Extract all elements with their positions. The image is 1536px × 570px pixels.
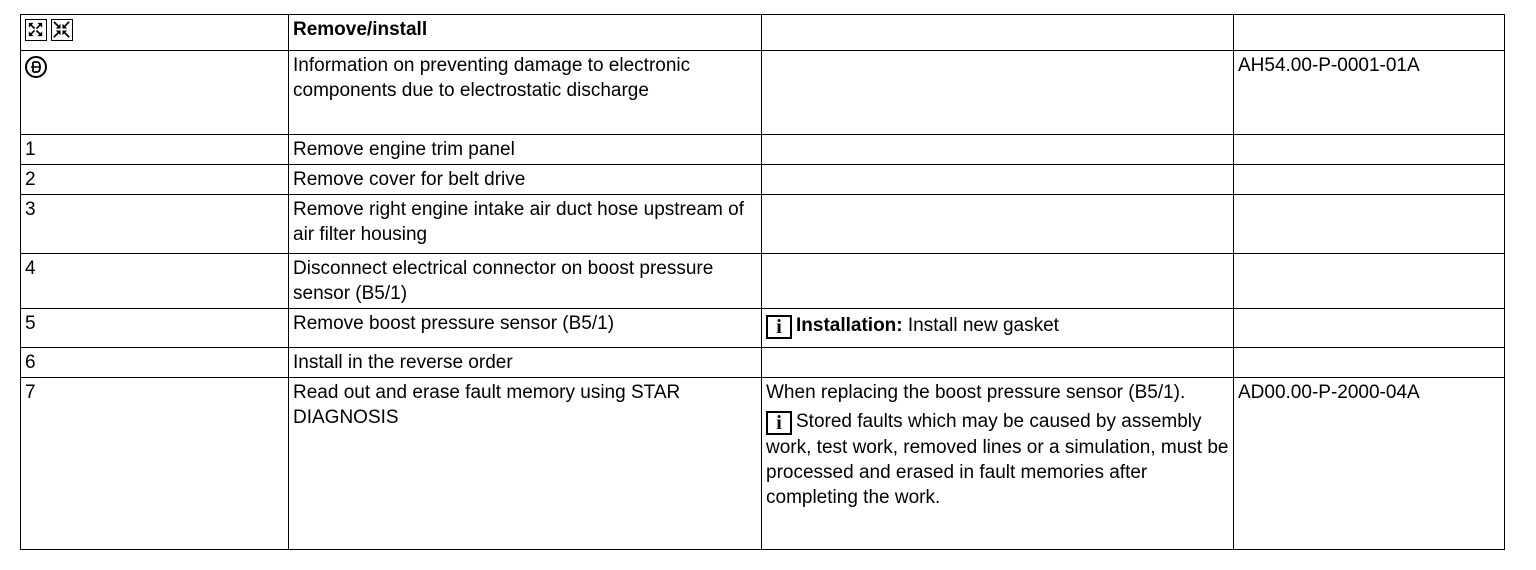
reference-link[interactable]: AH54.00-P-0001-01A <box>1234 51 1505 135</box>
collapse-icon[interactable] <box>51 19 73 41</box>
table-row <box>21 165 1505 195</box>
info-icon: i <box>766 411 792 435</box>
action-cell: Read out and erase fault memory using STAR DIAGNOSIS <box>289 378 762 550</box>
step-cell: 3 <box>21 195 289 254</box>
note-cell <box>762 378 1234 550</box>
header-icons-cell <box>21 15 289 51</box>
step-cell: 7 <box>21 378 289 550</box>
table-row <box>21 254 1505 309</box>
expand-icon[interactable] <box>25 19 47 41</box>
note-cell <box>762 254 1234 309</box>
note-cell <box>762 195 1234 254</box>
action-cell: Remove engine trim panel <box>289 135 762 165</box>
note-cell <box>762 165 1234 195</box>
step-cell: 6 <box>21 348 289 378</box>
note-cell <box>762 51 1234 135</box>
action-cell: Disconnect electrical connector on boost pressure sensor (B5/1) <box>289 254 762 309</box>
action-cell: Remove cover for belt drive <box>289 165 762 195</box>
table-row <box>21 135 1505 165</box>
table-row <box>21 195 1505 254</box>
header-empty-cell <box>1234 15 1505 51</box>
step-cell: 5 <box>21 309 289 348</box>
table-row <box>21 309 1505 348</box>
note-cell <box>762 309 1234 348</box>
step-cell: 2 <box>21 165 289 195</box>
procedure-table <box>20 14 1505 550</box>
reference-cell <box>1234 165 1505 195</box>
header-empty-cell <box>762 15 1234 51</box>
header-title: Remove/install <box>289 15 762 51</box>
note-cell <box>762 348 1234 378</box>
step-cell: 4 <box>21 254 289 309</box>
action-cell: Install in the reverse order <box>289 348 762 378</box>
table-row <box>21 378 1505 550</box>
table-row <box>21 51 1505 135</box>
esd-warning-icon <box>25 56 47 78</box>
header-row <box>21 15 1505 51</box>
note-block <box>766 409 1229 510</box>
note-label: Installation: <box>796 315 903 336</box>
action-cell: Remove right engine intake air duct hose upstream of air filter housing <box>289 195 762 254</box>
note-cell <box>762 135 1234 165</box>
reference-cell <box>1234 254 1505 309</box>
action-cell: Information on preventing damage to electronic components due to electrostatic discharge <box>289 51 762 135</box>
note-text: Stored faults which may be caused by assembly work, test work, removed lines or a simulation, must be processed and erased in fault memories after completing the work. <box>766 411 1229 508</box>
reference-cell <box>1234 309 1505 348</box>
action-cell: Remove boost pressure sensor (B5/1) <box>289 309 762 348</box>
info-icon: i <box>766 315 792 339</box>
reference-cell <box>1234 348 1505 378</box>
reference-link[interactable]: AD00.00-P-2000-04A <box>1234 378 1505 550</box>
note-intro: When replacing the boost pressure sensor (B5/1). <box>766 382 1186 403</box>
reference-cell <box>1234 195 1505 254</box>
note-text: Install new gasket <box>907 315 1059 336</box>
step-cell <box>21 51 289 135</box>
step-cell: 1 <box>21 135 289 165</box>
table-row <box>21 348 1505 378</box>
reference-cell <box>1234 135 1505 165</box>
